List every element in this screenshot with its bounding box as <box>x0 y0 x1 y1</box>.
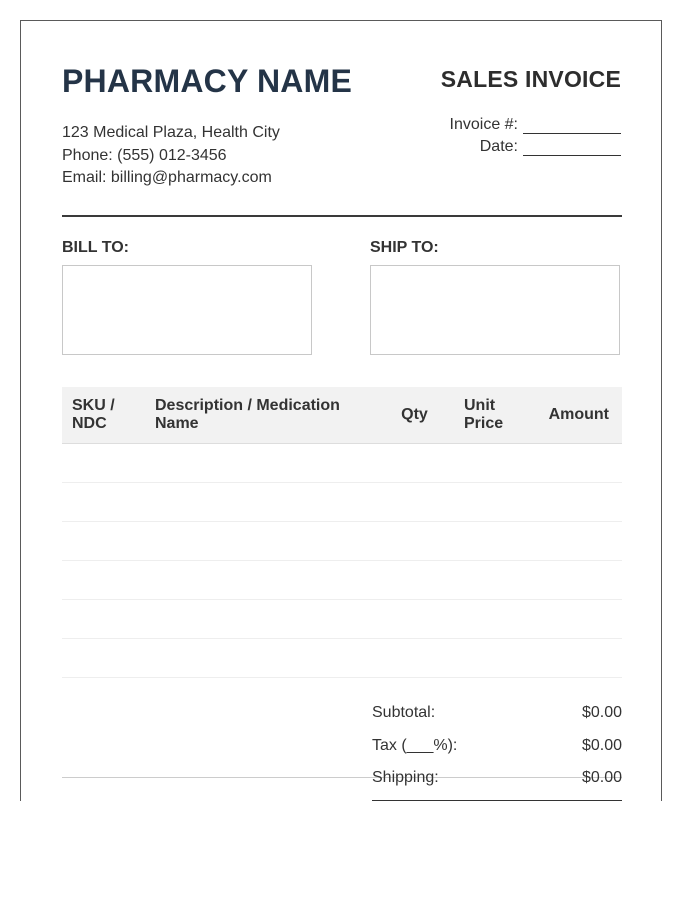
table-row <box>62 444 622 483</box>
ship-to-label: SHIP TO: <box>370 239 439 256</box>
pharmacy-address: 123 Medical Plaza, Health City <box>62 124 280 141</box>
invoice-sheet <box>20 20 662 801</box>
table-cell[interactable] <box>62 639 145 678</box>
column-header-description: Description / Medication Name <box>145 387 375 444</box>
table-cell[interactable] <box>145 483 375 522</box>
table-cell[interactable] <box>375 522 454 561</box>
table-cell[interactable] <box>375 639 454 678</box>
pharmacy-name: PHARMACY NAME <box>62 63 353 99</box>
header-divider <box>62 215 622 217</box>
table-cell[interactable] <box>62 600 145 639</box>
table-cell[interactable] <box>145 444 375 483</box>
table-cell[interactable] <box>523 639 622 678</box>
table-cell[interactable] <box>454 483 523 522</box>
pharmacy-email: Email: billing@pharmacy.com <box>62 169 272 186</box>
table-row <box>62 639 622 678</box>
pharmacy-phone: Phone: (555) 012-3456 <box>62 146 227 164</box>
table-cell[interactable] <box>523 561 622 600</box>
column-header-sku: SKU / NDC <box>62 387 145 444</box>
table-row <box>62 522 622 561</box>
ship-to-box[interactable] <box>370 265 620 355</box>
table-row <box>62 483 622 522</box>
table-header-row <box>62 387 622 444</box>
table-row <box>62 600 622 639</box>
shipping-label: Shipping: <box>372 769 439 786</box>
table-cell[interactable] <box>523 444 622 483</box>
table-cell[interactable] <box>62 444 145 483</box>
invoice-title: SALES INVOICE <box>440 66 621 92</box>
invoice-date-label: Date: <box>479 138 518 155</box>
subtotal-row <box>372 704 622 737</box>
tax-value: $0.00 <box>581 736 622 754</box>
bill-to-label: BILL TO: <box>62 239 129 256</box>
line-items-table <box>62 387 622 678</box>
tax-row <box>372 737 622 770</box>
shipping-value: $0.00 <box>581 769 622 786</box>
table-cell[interactable] <box>375 444 454 483</box>
tax-label: Tax (___%): <box>372 736 458 754</box>
invoice-date-field[interactable] <box>523 141 621 156</box>
table-cell[interactable] <box>454 561 523 600</box>
column-header-amount: Amount <box>523 387 622 444</box>
table-cell[interactable] <box>62 483 145 522</box>
bill-to-box[interactable] <box>62 265 312 355</box>
table-cell[interactable] <box>454 639 523 678</box>
table-cell[interactable] <box>375 483 454 522</box>
table-cell[interactable] <box>454 444 523 483</box>
invoice-fields <box>450 112 621 156</box>
subtotal-value: $0.00 <box>581 704 622 721</box>
table-cell[interactable] <box>145 522 375 561</box>
subtotal-label: Subtotal: <box>372 704 436 721</box>
invoice-date-row <box>450 134 621 156</box>
column-header-unit-price: Unit Price <box>454 387 523 444</box>
table-cell[interactable] <box>62 561 145 600</box>
table-cell[interactable] <box>375 561 454 600</box>
table-cell[interactable] <box>523 600 622 639</box>
invoice-number-label: Invoice #: <box>449 116 518 133</box>
column-header-qty: Qty <box>375 387 454 444</box>
pharmacy-contact <box>62 122 280 190</box>
totals-section <box>372 704 622 801</box>
table-cell[interactable] <box>145 639 375 678</box>
table-cell[interactable] <box>454 600 523 639</box>
table-cell[interactable] <box>454 522 523 561</box>
table-cell[interactable] <box>145 600 375 639</box>
table-cell[interactable] <box>145 561 375 600</box>
table-cell[interactable] <box>375 600 454 639</box>
shipping-row <box>372 769 622 801</box>
table-row <box>62 561 622 600</box>
invoice-number-field[interactable] <box>523 119 621 134</box>
table-cell[interactable] <box>62 522 145 561</box>
table-cell[interactable] <box>523 522 622 561</box>
table-cell[interactable] <box>523 483 622 522</box>
invoice-number-row <box>450 112 621 134</box>
totals-divider <box>372 800 622 801</box>
